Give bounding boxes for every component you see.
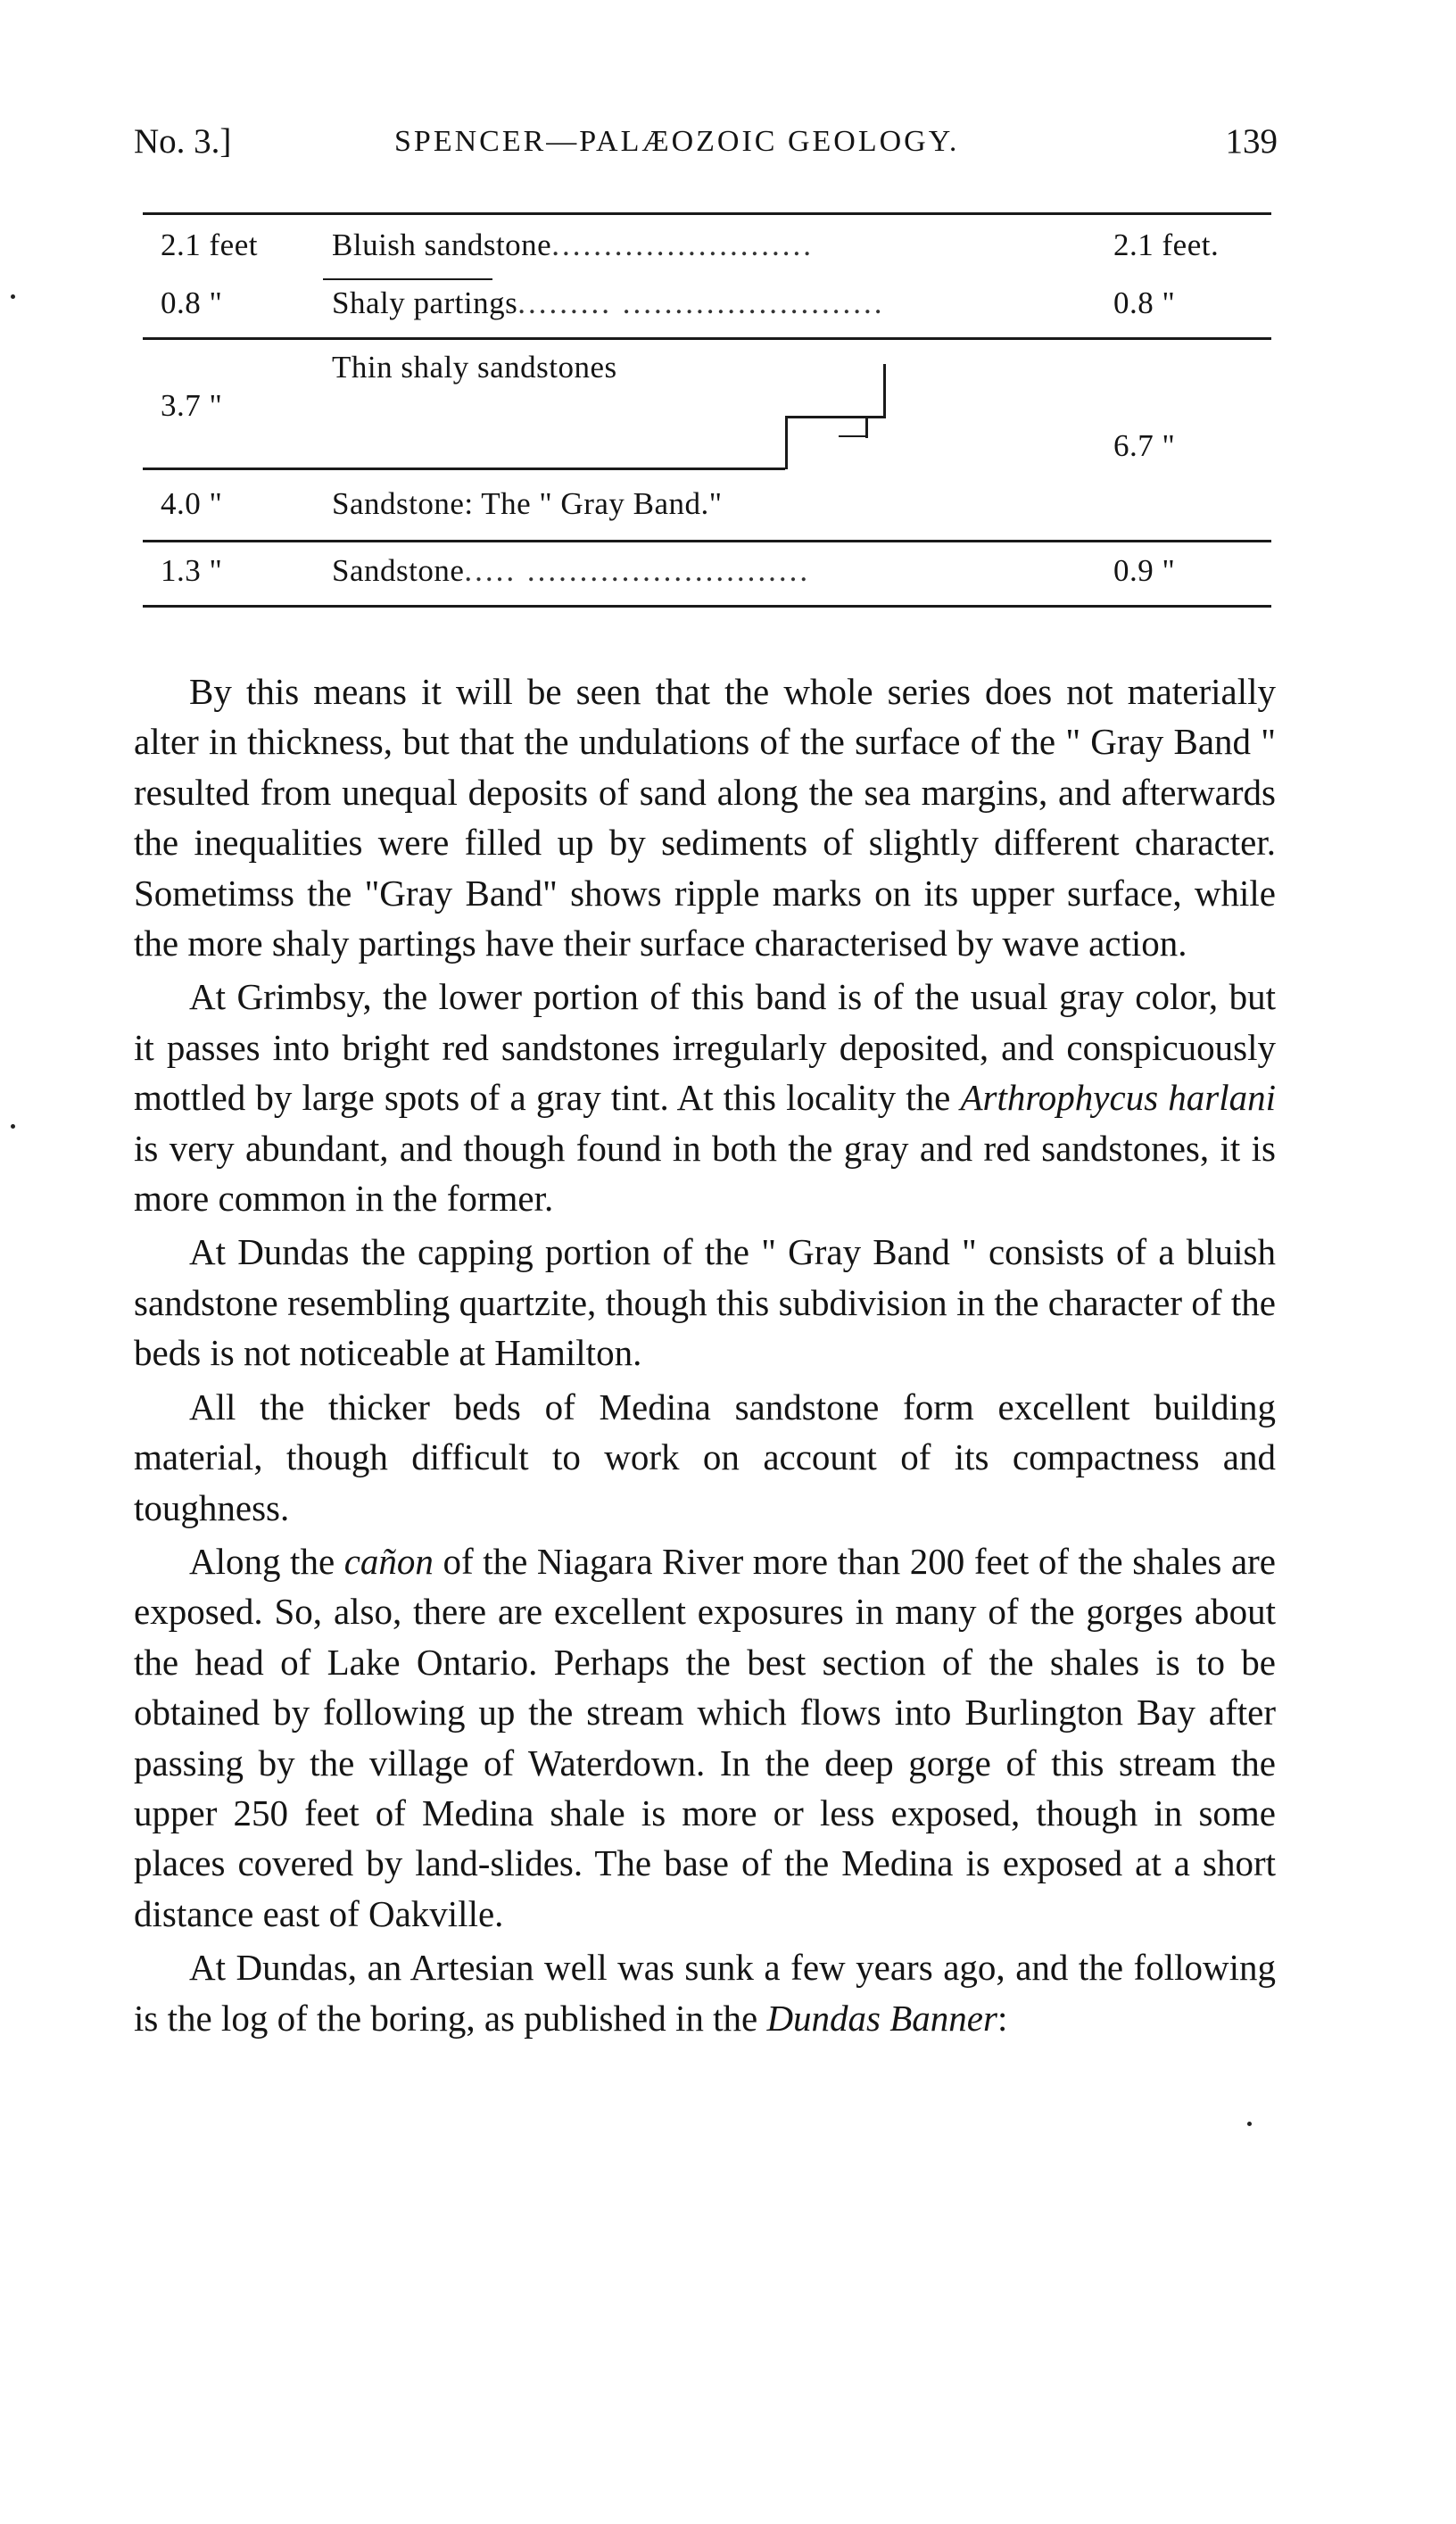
row-2-desc: Shaly partings......... ......................... [332,286,885,320]
row-1-left: 2.1 feet [161,228,258,262]
row-2-left: 0.8 " [161,286,223,320]
publication-title: Dundas Banner [766,1997,997,2039]
row-1-desc: Bluish sandstone......................... [332,228,814,262]
scan-speck [1247,2122,1252,2126]
bracket-upper-bar [785,416,886,418]
table-rule-3 [143,468,785,470]
row-3-desc: Thin shaly sandstones [332,350,617,385]
row-5-right: 0.9 " [1113,553,1176,588]
paragraph-3: At Dundas the capping portion of the " Gray Band " consists of a bluish sandstone resembling quartzite, though this subdivision in the character of the beds is not noticeable at Hamilton. [134,1231,1276,1374]
row-3-right: 6.7 " [1113,428,1176,463]
bracket-tick-bar [839,435,868,437]
table-bottom-rule [143,605,1271,608]
body-text [134,666,1276,2043]
running-title: SPENCER—PALÆOZOIC GEOLOGY. [394,125,960,158]
paragraph-6: At Dundas, an Artesian well was sunk a few years ago, and the following is the log of the boring, as published in the Dundas Banner: [134,1947,1276,2039]
row-1-right: 2.1 feet. [1113,228,1220,262]
row-5-left: 1.3 " [161,553,223,588]
row-3-left: 3.7 " [161,388,223,423]
paragraph-4: All the thicker beds of Medina sandstone form excellent building material, though difficult to work on account of its compactness and toughness. [134,1386,1276,1528]
bracket-lower-stem [785,416,788,469]
table-rule-2 [143,337,1271,340]
scan-speck [11,294,15,299]
page-number: 139 [1225,122,1278,161]
paragraph-5: Along the cañon of the Niagara River more than 200 feet of the shales are exposed. So, also, there are excellent exposures in many of the gorges about the head of Lake Ontario. Perhaps the best section of the shales is to be obtained by following up the stream which flows into Burlington Bay after passing by the village of Waterdown. In the deep gorge of this stream the upper 250 feet of Medina shale is more or less exposed, though in some places covered by land-slides. The base of the Medina is exposed at a short distance east of Oakville. [134,1540,1276,1934]
row-2-right: 0.8 " [1113,286,1176,320]
issue-number: No. 3.] [134,122,232,161]
canon-word: cañon [343,1540,434,1582]
bracket-upper-stem [883,364,886,416]
scan-speck [11,1124,15,1129]
species-name: Arthrophycus harlani [960,1077,1277,1119]
row-5-desc: Sandstone..... ........................... [332,553,811,588]
table-rule-4 [143,540,1271,542]
table-dash-rule [323,278,492,280]
row-4-left: 4.0 " [161,486,223,521]
table-top-rule [143,212,1271,215]
row-4-desc: Sandstone: The " Gray Band." [332,486,723,521]
paragraph-2: At Grimbsy, the lower portion of this band is of the usual gray color, but it passes into bright red sandstones irregularly deposited, and conspicuously mottled by large spots of a gray tint. At this locality the Arthrophycus harlani is very abundant, and though found in both the gray and red sandstones, it is more common in the former. [134,976,1277,1220]
paragraph-1: By this means it will be seen that the whole series does not materially alter in thickness, but that the undulations of the surface of the " Gray Band " resulted from unequal deposits of sand along the sea margins, and afterwards the inequalities were filled up by sediments of slightly different character. Sometimss the "Gray Band" shows ripple marks on its upper surface, while the more shaly partings have their surface characterised by wave action. [134,671,1276,964]
